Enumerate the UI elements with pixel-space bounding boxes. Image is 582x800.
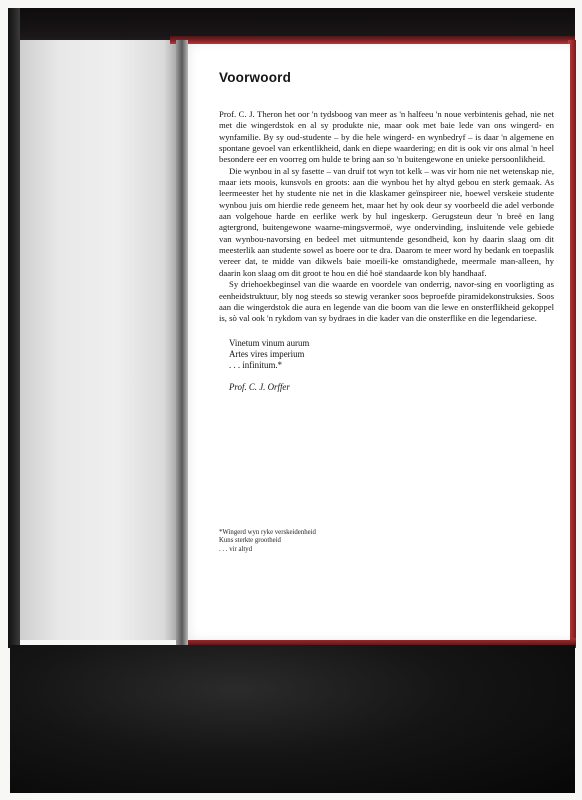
footnote bbox=[219, 529, 519, 554]
footnote-line-2: Kuns sterkte grootheid bbox=[219, 537, 281, 545]
signature: Prof. C. J. Orffer bbox=[229, 381, 290, 392]
motto-line-2: Artes vires imperium bbox=[229, 348, 305, 359]
scan-dark-border-left bbox=[8, 8, 20, 648]
book-cover-edge-top bbox=[170, 36, 575, 44]
left-page bbox=[20, 40, 180, 640]
latin-motto bbox=[229, 338, 554, 372]
page-title: Voorwoord bbox=[219, 70, 292, 85]
motto-line-3: . . . infinitum.* bbox=[229, 360, 283, 371]
page-content bbox=[219, 70, 554, 392]
paragraph-1: Prof. C. J. Theron het oor 'n tydsboog van meer as 'n halfeeu 'n noue verbintenis gehad, nie net met die wingerdstok en al sy produkte nie, maar ook met baie lede van ons wingerd- en wynfamilie. By sy oud-studente – by die hele wingerd- en wynbedryf – is daar 'n algemene en spontane gevoel van erkentlikheid, dank en diepe waardering; en dit is ook vir ons almal 'n heel besondere eer en voorreg om hulde te bring aan so 'n buitengewone en unieke persoonlikheid. bbox=[219, 109, 554, 165]
motto-line-1: Vinetum vinum aurum bbox=[229, 337, 310, 348]
paragraph-3: Sy driehoekbeginsel van die waarde en voordele van onderrig, navor-sing en voorligting as eenheidstruktuur, bly nog steeds so stewig veranker soos beproefde piramidekonstruksies. Soos aan die wingerdstok die aura en legende van die boom van die lewe en onsterflikheid gekoppel is, sò val ook 'n rykdom van sy bydraes in die kader van die onsterflike en die legendariese. bbox=[219, 279, 554, 324]
book-gutter bbox=[176, 40, 188, 645]
scan-dark-area-bottom bbox=[10, 645, 575, 793]
footnote-line-3: . . . vir altyd bbox=[219, 545, 253, 553]
paragraph-2: Die wynbou in al sy fasette – van druif tot wyn tot kelk – was vir hom nie net wetenskap nie, maar iets moois, kunsvols en groots: aan die wynbou het hy altyd gebou en sterk gemaak. As leermeester het hy studente nie net in die klaskamer geïnspireer nie, hoewel verskeie studente wynbou juis om hierdie rede geneem het, maar het hy ook deur sy voorbeeld die adel verbonde aan volgehoue harde en eerlike werk by hul ingeskerp. Gerugsteun deur 'n breë en lang agtergrond, buitengewone waarne-mingsvermoë, wye ondervinding, insluitende vele gebiede van wynbou-navorsing en bedeel met uitmuntende gesondheid, kon hy daarin slaag om dit meesterlik aan studente sowel as boere oor te dra. Daarom te meer word hy bedank en toepaslik vereer dat, te midde van dikwels baie moeili-ke omstandighede, meermale man-alleen, hy daarin kon slaag om dit groot te hou en dié hoë standaarde kon bly handhaaf. bbox=[219, 165, 554, 278]
footnote-line-1: *Wingerd wyn ryke verskeidenheid bbox=[219, 529, 316, 536]
